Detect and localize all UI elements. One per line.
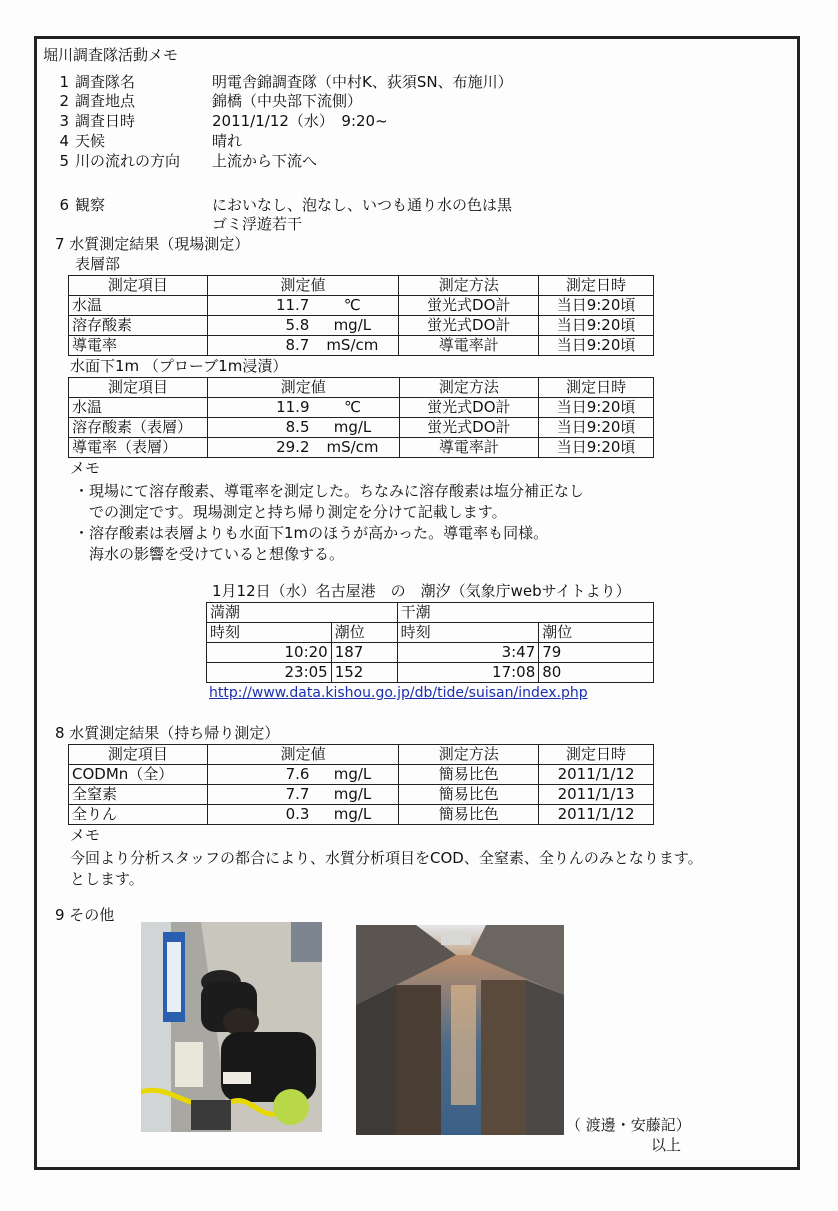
item-value: 晴れ	[212, 132, 243, 150]
value-unit: mg/L	[333, 418, 372, 436]
item-cell: 導電率（表層）	[69, 438, 208, 458]
value-cell	[207, 418, 399, 438]
header-row	[69, 378, 654, 398]
observation-line2: ゴミ浮遊若干	[212, 215, 303, 233]
deep-table	[68, 377, 654, 458]
high-level-header: 潮位	[331, 623, 397, 643]
section7-heading: 7 水質測定結果（現場測定）	[55, 235, 250, 253]
column-header: 測定項目	[69, 276, 208, 296]
value-wrap	[211, 438, 396, 457]
canal-photo	[356, 925, 564, 1135]
column-header: 測定日時	[539, 745, 654, 765]
datetime-cell: 当日9:20頃	[539, 336, 654, 356]
item-value: 明電舎錦調査隊（中村K、荻須SN、布施川）	[212, 73, 513, 91]
high-time-header: 時刻	[207, 623, 332, 643]
item-number: 5	[59, 152, 69, 170]
method-cell: 簡易比色	[399, 805, 539, 825]
canal-photo-art	[356, 925, 564, 1135]
header-row	[69, 745, 654, 765]
datetime-cell: 当日9:20頃	[539, 296, 654, 316]
datetime-cell: 当日9:20頃	[539, 438, 654, 458]
column-header: 測定日時	[539, 276, 654, 296]
memo-line: ・溶存酸素は表層よりも水面下1mのほうが高かった。導電率も同様。	[74, 524, 549, 542]
method-cell: 蛍光式DO計	[399, 296, 539, 316]
value-wrap	[211, 765, 396, 784]
low-level-cell: 80	[539, 663, 654, 683]
table-row	[69, 785, 654, 805]
info-item-label	[55, 112, 135, 131]
datetime-cell: 当日9:20頃	[539, 316, 654, 336]
value-wrap	[211, 296, 396, 315]
item-cell: 水温	[69, 296, 208, 316]
document-title: 堀川調査隊活動メモ	[43, 46, 179, 64]
author-note: （ 渡邊・安藤記）	[566, 1116, 691, 1134]
low-time-cell: 3:47	[397, 643, 539, 663]
memo-line: 海水の影響を受けていると想像する。	[74, 545, 345, 563]
low-level-cell: 79	[539, 643, 654, 663]
item-cell: 全りん	[69, 805, 208, 825]
value-wrap	[211, 398, 396, 417]
value-number: 0.3	[285, 805, 310, 823]
value-unit: ℃	[344, 398, 361, 416]
column-header: 測定項目	[69, 745, 208, 765]
field-photo-art	[141, 922, 322, 1132]
item-value: 錦橋（中央部下流側）	[212, 92, 363, 110]
section8-heading: 8 水質測定結果（持ち帰り測定）	[55, 724, 280, 742]
method-cell: 導電率計	[399, 438, 539, 458]
high-level-cell: 187	[331, 643, 397, 663]
datetime-cell: 2011/1/13	[539, 785, 654, 805]
value-number: 8.5	[285, 418, 310, 436]
tide-row	[207, 643, 654, 663]
header-row	[69, 276, 654, 296]
tide-caption: 1月12日（水）名古屋港 の 潮汐（気象庁webサイトより）	[212, 582, 631, 600]
surface-table	[68, 275, 654, 356]
value-number: 11.7	[275, 296, 310, 314]
memo7	[74, 481, 584, 565]
value-unit: mS/cm	[326, 438, 379, 456]
value-cell	[207, 765, 399, 785]
item-label: 調査隊名	[75, 73, 136, 91]
value-unit: mg/L	[333, 765, 372, 783]
memo-line: での測定です。現場測定と持ち帰り測定を分けて記載します。	[74, 503, 507, 521]
value-wrap	[211, 418, 396, 437]
method-cell: 蛍光式DO計	[399, 418, 539, 438]
value-cell	[207, 438, 399, 458]
table-row	[69, 398, 654, 418]
method-cell: 簡易比色	[399, 765, 539, 785]
table-row	[69, 418, 654, 438]
info-item-label	[55, 152, 180, 171]
column-header: 測定値	[207, 378, 399, 398]
value-unit: mg/L	[333, 316, 372, 334]
tide-row	[207, 663, 654, 683]
item-value: 2011/1/12（水） 9:20~	[212, 112, 388, 130]
value-cell	[207, 336, 399, 356]
memo-line: とします。	[70, 870, 144, 888]
item-number: 4	[59, 132, 69, 150]
item-label: 天候	[75, 132, 106, 150]
memo-line: 今回より分析スタッフの都合により、水質分析項目をCOD、全窒素、全りんのみとなります。	[70, 849, 703, 867]
method-cell: 蛍光式DO計	[399, 398, 539, 418]
item-cell: CODMn（全）	[69, 765, 208, 785]
value-number: 29.2	[276, 438, 310, 456]
column-header: 測定値	[207, 276, 399, 296]
high-time-cell: 10:20	[207, 643, 332, 663]
column-header: 測定方法	[399, 745, 539, 765]
observation-label: 6 観察	[59, 196, 106, 214]
item-cell: 水温	[69, 398, 208, 418]
method-cell: 導電率計	[399, 336, 539, 356]
table-row	[69, 316, 654, 336]
item-number: 2	[59, 92, 69, 110]
low-level-header: 潮位	[539, 623, 654, 643]
end-mark: 以上	[651, 1136, 682, 1154]
value-unit: mS/cm	[326, 336, 379, 354]
item-label: 調査日時	[75, 112, 136, 130]
column-header: 測定方法	[399, 378, 539, 398]
value-number: 8.7	[285, 336, 310, 354]
memo8	[70, 848, 703, 890]
tide-table	[206, 602, 654, 683]
column-header: 測定項目	[69, 378, 208, 398]
info-item-label	[55, 132, 105, 151]
value-wrap	[211, 336, 396, 355]
memo-label: メモ	[70, 459, 101, 477]
tide-source-link[interactable]: http://www.data.kishou.go.jp/db/tide/suisan/index.php	[209, 685, 588, 701]
section9-heading: 9 その他	[55, 906, 115, 924]
value-number: 5.8	[285, 316, 310, 334]
value-unit: mg/L	[333, 785, 372, 803]
value-cell	[207, 785, 399, 805]
low-tide-label: 干潮	[397, 603, 653, 623]
method-cell: 蛍光式DO計	[399, 316, 539, 336]
field-measurement-photo	[141, 922, 322, 1132]
item-number: 1	[59, 73, 69, 91]
low-time-header: 時刻	[397, 623, 539, 643]
table-row	[69, 438, 654, 458]
value-number: 7.7	[285, 785, 310, 803]
value-cell	[207, 398, 399, 418]
memo8-label: メモ	[70, 826, 101, 844]
item-label: 川の流れの方向	[75, 152, 181, 170]
value-cell	[207, 805, 399, 825]
info-item-label	[55, 73, 135, 92]
lab-table	[68, 744, 654, 825]
datetime-cell: 2011/1/12	[539, 765, 654, 785]
value-unit: mg/L	[333, 805, 372, 823]
value-cell	[207, 296, 399, 316]
table-row	[69, 296, 654, 316]
value-wrap	[211, 316, 396, 335]
item-cell: 全窒素	[69, 785, 208, 805]
value-wrap	[211, 805, 396, 824]
value-wrap	[211, 785, 396, 804]
high-level-cell: 152	[331, 663, 397, 683]
info-item-label	[55, 92, 135, 111]
column-header: 測定方法	[399, 276, 539, 296]
high-tide-label: 満潮	[207, 603, 398, 623]
table-row	[69, 336, 654, 356]
value-cell	[207, 316, 399, 336]
value-number: 11.9	[276, 398, 310, 416]
table-row	[69, 805, 654, 825]
observation-line1: においなし、泡なし、いつも通り水の色は黒	[212, 196, 513, 214]
datetime-cell: 2011/1/12	[539, 805, 654, 825]
item-number: 3	[59, 112, 69, 130]
datetime-cell: 当日9:20頃	[539, 398, 654, 418]
value-number: 7.6	[285, 765, 310, 783]
column-header: 測定値	[207, 745, 399, 765]
value-unit: ℃	[343, 296, 361, 314]
high-time-cell: 23:05	[207, 663, 332, 683]
surface-label: 表層部	[75, 255, 121, 273]
item-value: 上流から下流へ	[212, 152, 318, 170]
memo-line: ・現場にて溶存酸素、導電率を測定した。ちなみに溶存酸素は塩分補正なし	[74, 482, 585, 500]
item-cell: 溶存酸素	[69, 316, 208, 336]
deep-label: 水面下1m （プローブ1m浸漬）	[70, 357, 288, 375]
column-header: 測定日時	[539, 378, 654, 398]
item-label: 調査地点	[75, 92, 136, 110]
table-row	[69, 765, 654, 785]
low-time-cell: 17:08	[397, 663, 539, 683]
item-cell: 溶存酸素（表層）	[69, 418, 208, 438]
item-cell: 導電率	[69, 336, 208, 356]
datetime-cell: 当日9:20頃	[539, 418, 654, 438]
method-cell: 簡易比色	[399, 785, 539, 805]
